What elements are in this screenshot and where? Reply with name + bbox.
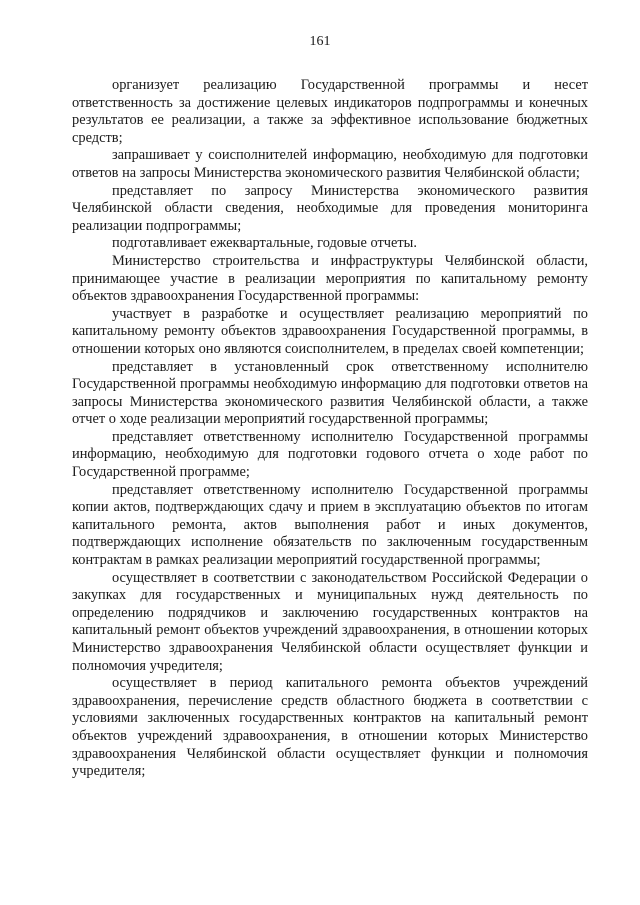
page-number: 161	[309, 34, 331, 49]
paragraph: запрашивает у соисполнителей информацию, необходимую для подготовки ответов на запросы Министерства экономического развития Челябинской области;	[72, 147, 588, 181]
paragraph: подготавливает ежеквартальные, годовые отчеты.	[112, 235, 417, 252]
paragraph: осуществляет в период капитального ремонта объектов учреждений здравоохранения, перечисление средств областного бюджета в соответствии с условиями заключенных государственных контрактов на капитальный ремонт объектов учреждений здравоохранения, в отношении которых Министерство здравоохранения Челябинской области осуществляет функции и полномочия учредителя;	[72, 675, 588, 780]
paragraph: организует реализацию Государственной программы и несет ответственность за достижение целевых индикаторов подпрограммы и конечных результатов ее реализации, а также за эффективное использование бюджетных средств;	[72, 77, 588, 146]
paragraph: осуществляет в соответствии с законодательством Российской Федерации о закупках для государственных и муниципальных нужд деятельность по определению подрядчиков и заключению государственных контрактов на капитальный ремонт объектов учреждений здравоохранения, в отношении которых Министерство здравоохранения Челябинской области осуществляет функции и полномочия учредителя;	[72, 569, 588, 674]
paragraph: представляет в установленный срок ответственному исполнителю Государственной программы необходимую информацию для подготовки ответов на запросы Министерства экономического развития Челябинской области, а также отчет о ходе реализации мероприятий государственной программы;	[72, 358, 588, 428]
paragraph: представляет ответственному исполнителю Государственной программы информацию, необходимую для подготовки годового отчета о ходе работ по Государственной программе;	[72, 428, 588, 481]
paragraph: представляет ответственному исполнителю Государственной программы копии актов, подтверждающих сдачу и прием в эксплуатацию объектов по итогам капитального ремонта, актов выполнения работ и иных документов, подтверждающих исполнение обязательств по заключенным государственным контрактам в рамках реализации мероприятий государственной программы;	[72, 481, 588, 569]
paragraph: Министерство строительства и инфраструктуры Челябинской области, принимающее участие в реализации мероприятия по капитальному ремонту объектов здравоохранения Государственной программы:	[72, 252, 588, 305]
paragraph: участвует в разработке и осуществляет реализацию мероприятий по капитальному ремонту объектов здравоохранения Государственной программы, в отношении которых оно являются соисполнителем, в пределах своей компетенции;	[72, 305, 588, 357]
document-body	[72, 77, 588, 781]
paragraph: представляет по запросу Министерства экономического развития Челябинской области сведения, необходимые для проведения мониторинга реализации подпрограммы;	[72, 182, 588, 234]
